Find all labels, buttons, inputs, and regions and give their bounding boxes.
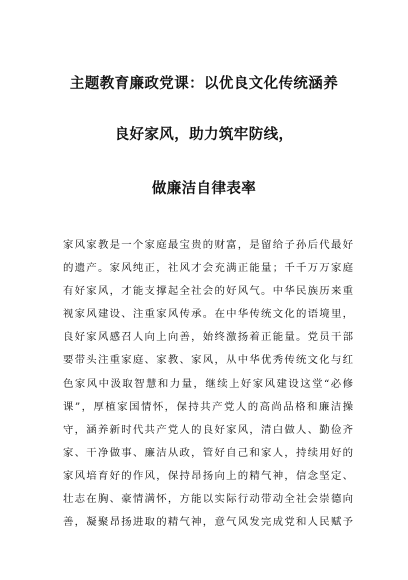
document-title-line-1: 主题教育廉政党课：以优良文化传统涵养 bbox=[69, 75, 339, 92]
body-line: 的遗产。家风纯正，社风才会充满正能量；千千万万家庭 bbox=[63, 262, 353, 275]
body-line: 视家风建设、注重家风传承。在中华传统文化的语境里， bbox=[63, 308, 353, 321]
body-line: 善，凝聚昂扬进取的精气神，意气风发完成党和人民赋予 bbox=[63, 516, 353, 529]
body-line: 有好家风，才能支撑起全社会的好风气。中华民族历来重 bbox=[63, 285, 353, 298]
body-line: 家风培育好的作风，保持昂扬向上的精气神，信念坚定、 bbox=[63, 469, 353, 482]
body-line: 守，涵养新时代共产党人的良好家风，清白做人、勤俭齐 bbox=[63, 423, 353, 436]
body-line: 色家风中汲取智慧和力量，继续上好家风建设这堂“必修 bbox=[63, 377, 353, 390]
document-title-line-2: 良好家风，助力筑牢防线， bbox=[114, 126, 294, 143]
document-title-line-3: 做廉洁自律表率 bbox=[151, 180, 257, 197]
body-line: 家风家教是一个家庭最宝贵的财富，是留给子孙后代最好 bbox=[63, 239, 353, 251]
body-line: 家、干净做事、廉洁从政，管好自己和家人，持续用好的 bbox=[63, 446, 353, 459]
body-line: 良好家风感召人向上向善，始终激扬着正能量。党员干部 bbox=[63, 331, 353, 344]
body-line: 壮志在胸、豪情满怀，方能以实际行动带动全社会崇德向 bbox=[63, 493, 353, 506]
body-paragraph bbox=[63, 234, 353, 534]
body-line: 要带头注重家庭、家教、家风，从中华优秀传统文化与红 bbox=[63, 354, 353, 367]
body-line: 课”，厚植家国情怀，保持共产党人的高尚品格和廉洁操 bbox=[63, 400, 353, 413]
